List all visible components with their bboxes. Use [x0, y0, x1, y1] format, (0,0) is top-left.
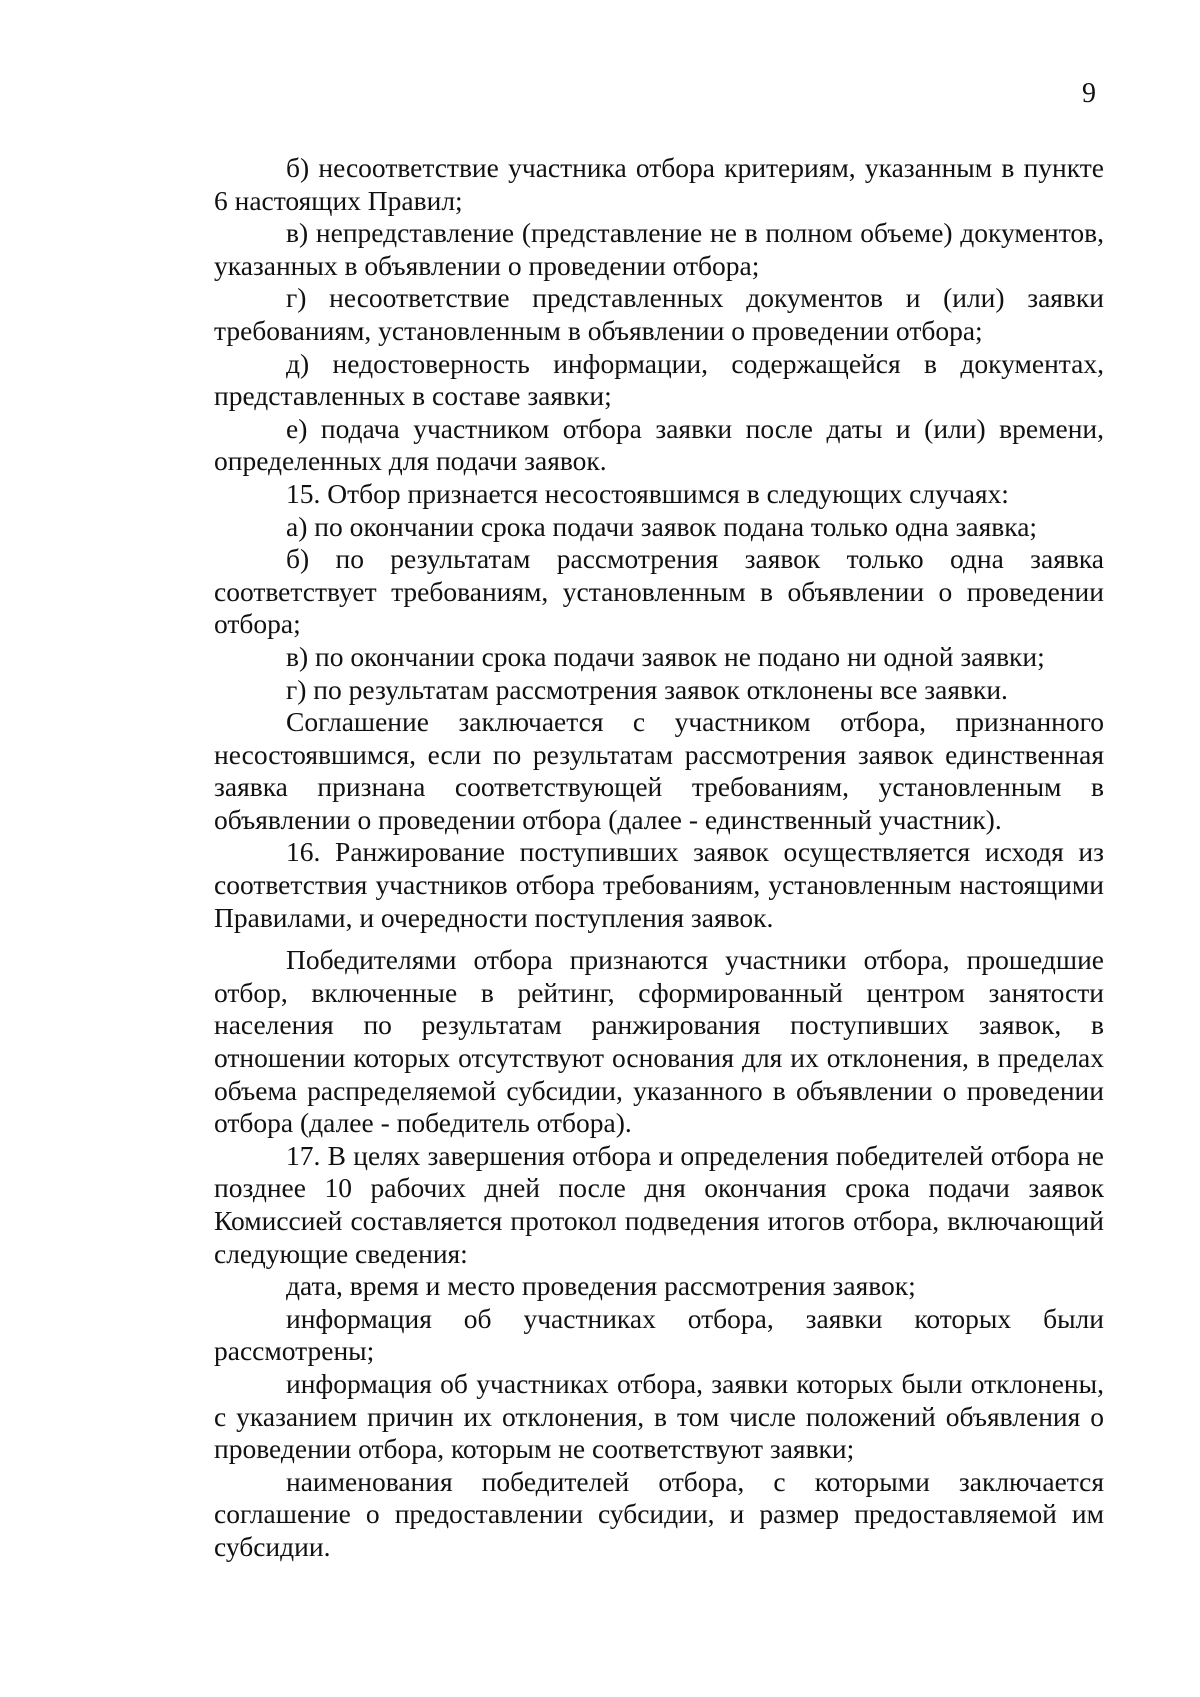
paragraph-17-protocol: 17. В целях завершения отбора и определения победителей отбора не позднее 10 рабочих дней после дня окончания срока подачи заявок Комиссией составляется протокол подведения итогов отбора, включающий следующие сведения: [214, 1139, 1104, 1269]
paragraph-d-reliability: д) недостоверность информации, содержащейся в документах, представленных в составе заявки; [214, 347, 1104, 412]
paragraph-15-v: в) по окончании срока подачи заявок не подано ни одной заявки; [286, 640, 1045, 672]
paragraph-17-date: дата, время и место проведения рассмотрения заявок; [286, 1270, 916, 1302]
paragraph-v-documents: в) непредставление (представление не в полном объеме) документов, указанных в объявлении о проведении отбора; [214, 217, 1104, 281]
paragraph-agreement-single: Соглашение заключается с участником отбора, признанного несостоявшимся, если по результатам рассмотрения заявок единственная заявка признана соответствующей требованиям, установленным в объявлении о проведении отбора (далее - единственный участник). [214, 706, 1104, 835]
page-number: 9 [1082, 78, 1096, 109]
paragraph-g-requirements: г) несоответствие представленных документов и (или) заявки требованиям, установленным в объявлении о проведении отбора; [214, 282, 1104, 346]
document-body [214, 152, 1104, 1564]
paragraph-17-reviewed: информация об участниках отбора, заявки которых были рассмотрены; [214, 1302, 1104, 1367]
paragraph-b-criteria: б) несоответствие участника отбора критериям, указанным в пункте 6 настоящих Правил; [214, 152, 1104, 216]
paragraph-15-b: б) по результатам рассмотрения заявок только одна заявка соответствует требованиям, установленным в объявлении о проведении отбора; [214, 543, 1104, 640]
paragraph-15-heading: 15. Отбор признается несостоявшимся в следующих случаях: [286, 477, 1009, 509]
paragraph-17-winners: наименования победителей отбора, с которыми заключается соглашение о предоставлении субсидии, и размер предоставляемой им субсидии. [214, 1465, 1104, 1562]
paragraph-17-rejected: информация об участниках отбора, заявки которых были отклонены, с указанием причин их отклонения, в том числе положений объявления о проведении отбора, которым не соответствуют заявки; [214, 1367, 1104, 1465]
paragraph-15-a: а) по окончании срока подачи заявок подана только одна заявка; [286, 510, 1038, 542]
paragraph-16-ranking: 16. Ранжирование поступивших заявок осуществляется исходя из соответствия участников отбора требованиям, установленным настоящими Правилами, и очередности поступления заявок. [214, 836, 1104, 933]
paragraph-15-g: г) по результатам рассмотрения заявок отклонены все заявки. [286, 673, 1008, 705]
paragraph-winners: Победителями отбора признаются участники отбора, прошедшие отбор, включенные в рейтинг, сформированный центром занятости населения по результатам ранжирования поступивших заявок, в отношении которых отсутствуют основания для их отклонения, в пределах объема распределяемой субсидии, указанного в объявлении о проведении отбора (далее - победитель отбора). [214, 944, 1104, 1139]
paragraph-e-deadline: е) подача участником отбора заявки после даты и (или) времени, определенных для подачи заявок. [214, 412, 1104, 477]
